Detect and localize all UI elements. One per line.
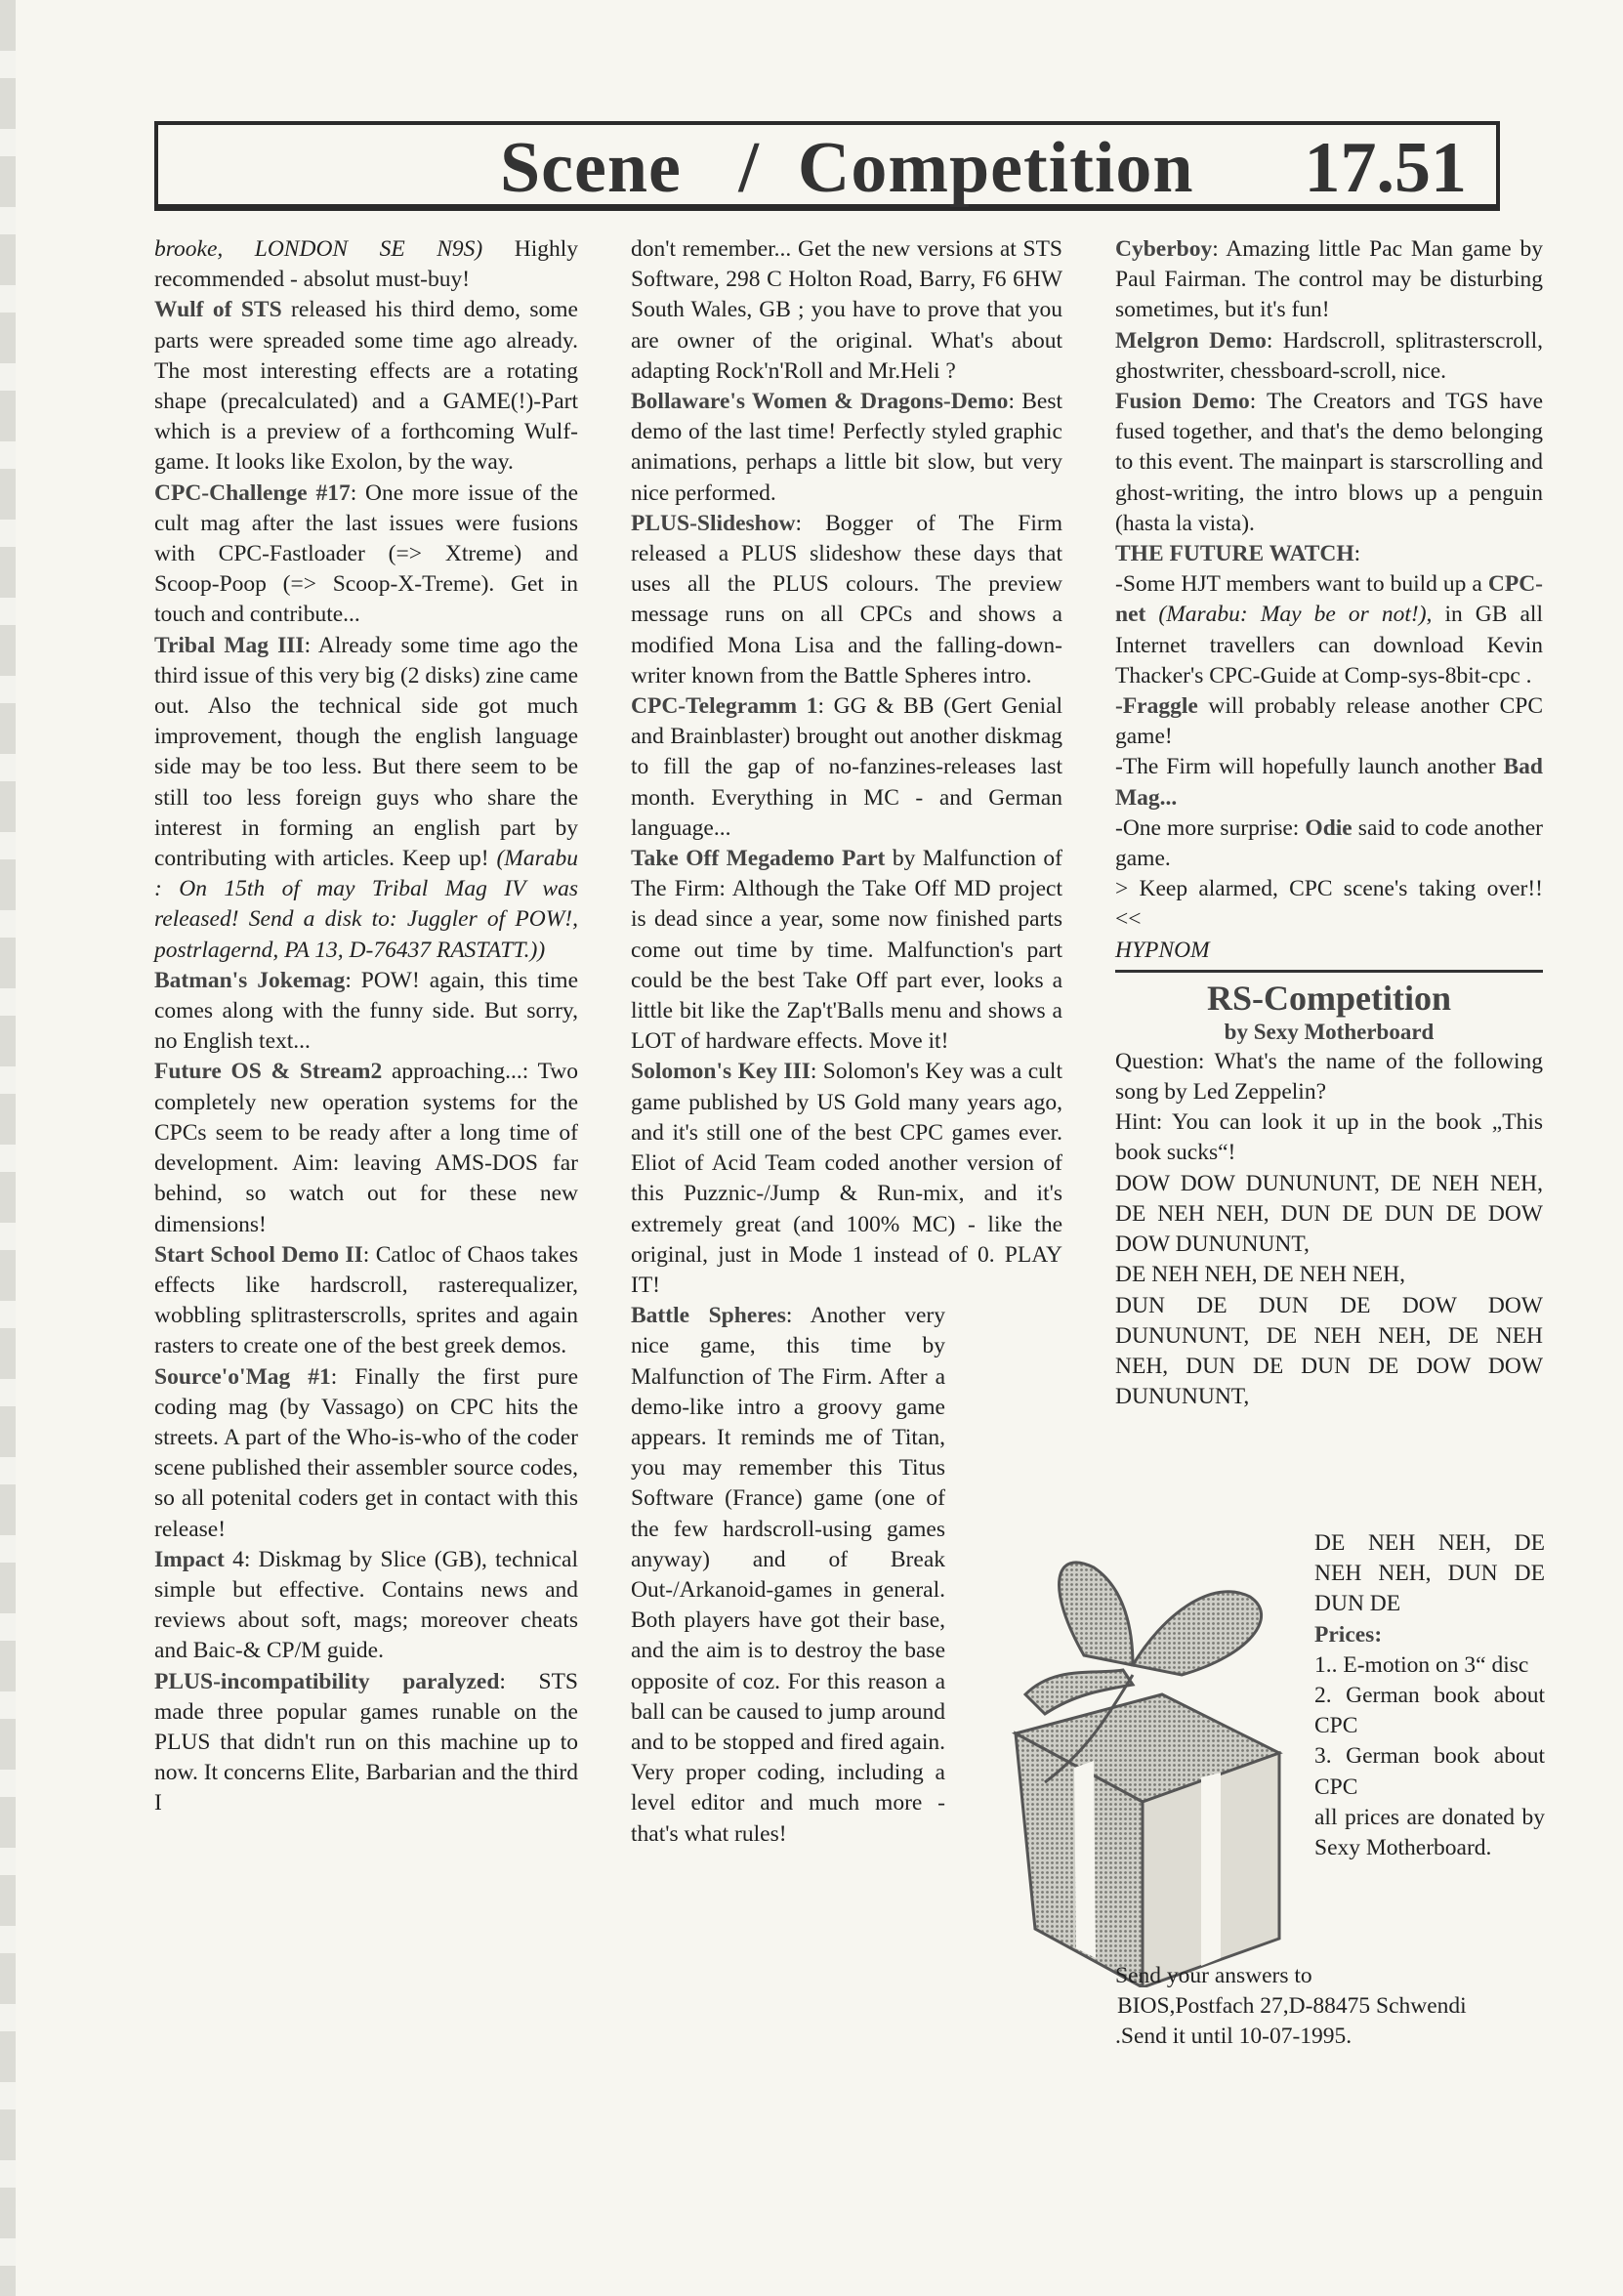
paragraph: Source'o'Mag #1: Finally the first pure coding mag (by Vassago) on CPC hits the streets. A part of the Who-is-who of the coder scene published their assembler source codes, so all potenital coders get in contact with this release! (154, 1363, 579, 1542)
competition-question: Question: What's the name of the following song by Led Zeppelin? (1115, 1048, 1543, 1106)
paragraph: Melgron Demo: Hardscroll, splitrasterscroll, ghostwriter, chessboard-scroll, nice. (1115, 327, 1543, 384)
page-number: 17.51 (1304, 128, 1467, 208)
paragraph: Cyberboy: Amazing little Pac Man game by Paul Fairman. The control may be disturbing sometimes, but it's fun! (1115, 236, 1543, 323)
paragraph: Tribal Mag III: Already some time ago the third issue of this very big (2 disks) zine came out. Also the technical side got much improvement, though the english language side may be too less. But there seem to be still too less foreign guys who share the interest in forming an english part by contributing with articles. Keep up! (Marabu : On 15th of may Tribal Mag IV was released! Send a disk to: Juggler of POW!, postrlagernd, PA 13, D-76437 RASTATT.)) (154, 632, 579, 963)
author-signature: HYPNOM (1115, 937, 1210, 963)
paragraph: don't remember... Get the new versions at STS Software, 298 C Holton Road, Barry, F6 6HW South Wales, GB ; you have to prove that you are owner of the original. What's about adapting Rock'n'Roll and Mr.Heli ? (631, 236, 1062, 384)
paragraph: CPC-Challenge #17: One more issue of the cult mag after the last issues were fusions with CPC-Fastloader (=> Xtreme) and Scoop-Poop (=> Scoop-X-Treme). Get in touch and contribute... (154, 480, 578, 628)
paragraph: Bollaware's Women & Dragons-Demo: Best demo of the last time! Perfectly styled graphic animations, perhaps a little bit slow, but very nice performed. (631, 389, 1062, 506)
paragraph: CPC-Telegramm 1: GG & BB (Gert Genial and Brainblaster) brought out another diskmag to fill the gap of no-fanzines-releases last month. Everything in MC - and German language... (631, 693, 1062, 841)
paragraph: Fusion Demo: The Creators and TGS have fused together, and that's the demo belonging to this event. The mainpart is starscrolling and ghost-writing, the intro blows up a penguin (hasta la vista). (1115, 389, 1543, 536)
song-lyrics: DE NEH NEH, DE NEH NEH, DUN DE DUN DE (1314, 1530, 1545, 1617)
paragraph: Wulf of STS released his third demo, some parts were spreaded some time ago already. The most interesting effects are a rotating shape (precalculated) and a GAME(!)-Part which is a preview of a forthcoming Wulf-game. It looks like Exolon, by the way. (154, 297, 578, 476)
paragraph: Future OS & Stream2 approaching...: Two completely new operation systems for the CPCs seem to be ready after a long time of development. Aim: leaving AMS-DOS far behind, so watch out for these new dimensions! (154, 1059, 578, 1237)
song-lyrics: DUN DE DUN DE DOW DOW DUNUNUNT, DE NEH NEH, DE NEH NEH, DUN DE DUN DE DOW DOW DUNUNUNT, (1115, 1292, 1543, 1410)
film-edge (0, 0, 16, 2296)
song-lyrics: DE NEH NEH, DE NEH NEH, (1115, 1262, 1405, 1288)
send-instruction: Send your answers to (1115, 1963, 1312, 1988)
page-title: Scene / Competition (500, 128, 1194, 208)
column-1 (154, 234, 578, 1819)
paragraph: > Keep alarmed, CPC scene's taking over!! << (1115, 876, 1543, 933)
column-3 (1115, 234, 1543, 1412)
paragraph: brooke, LONDON SE N9S) Highly recommended - absolut must-buy! (154, 236, 579, 293)
paragraph: -The Firm will hopefully launch another Bad Mag... (1115, 754, 1543, 811)
section-heading: THE FUTURE WATCH: (1115, 541, 1361, 567)
paragraph: PLUS-incompatibility paralyzed: STS made three popular games runable on the PLUS that didn't run on this machine up to now. It concerns Elite, Barbarian and the third I (154, 1668, 578, 1816)
paragraph: -One more surprise: Odie said to code another game. (1115, 814, 1543, 872)
competition-byline: by Sexy Motherboard (1224, 1019, 1435, 1044)
paragraph: PLUS-Slideshow: Bogger of The Firm released a PLUS slideshow these days that uses all the PLUS colours. The preview message runs on all CPCs and shows a modified Mona Lisa and the falling-down-writer known from the Battle Spheres intro. (631, 510, 1062, 689)
postal-address: BIOS,Postfach 27,D-88475 Schwendi (1117, 1993, 1467, 2020)
send-answers-block (1115, 1961, 1545, 2053)
paragraph: -Fraggle will probably release another CPC game! (1115, 693, 1543, 750)
paragraph: Battle Spheres: Another very nice game, this time by Malfunction of The Firm. After a demo-like intro a groovy game appears. It reminds me of Titan, you may remember this Titus Software (France) game (one of the few hardscroll-using games anyway) and of Break Out-/Arkanoid-games in general. Both players have got their base, and the aim is to destroy the base opposite of coz. For this reason a ball can be caused to jump around and to be stopped and fired again. Very proper coding, including a level editor and much more - that's what rules! (631, 1303, 945, 1847)
gift-box-illustration (986, 1528, 1299, 1987)
paragraph: -Some HJT members want to build up a CPC-net (Marabu: May be or not!), in GB all Internet travellers can download Kevin Thacker's CPC-Guide at Comp-sys-8bit-cpc . (1115, 571, 1543, 689)
paragraph: Solomon's Key III: Solomon's Key was a cult game published by US Gold many years ago, and it's still one of the best CPC games ever. Eliot of Acid Team coded another version of this Puzznic-/Jump & Run-mix, and it's extremely great (and 100% MC) - like the original, just in Mode 1 instead of 0. PLAY IT! (631, 1059, 1062, 1298)
prize-item: 2. German book about CPC (1314, 1683, 1545, 1739)
donation-note: all prices are donated by Sexy Motherboard. (1314, 1804, 1545, 1861)
divider (1115, 970, 1543, 973)
deadline: .Send it until 10-07-1995. (1115, 2024, 1352, 2050)
prize-item: 1.. E-motion on 3“ disc (1314, 1651, 1529, 1678)
paragraph: Start School Demo II: Catloc of Chaos takes effects like hardscroll, rasterequalizer, wobbling splitrasterscrolls, sprites and again rasters to create one of the best greek demos. (154, 1241, 578, 1359)
prize-item: 3. German book about CPC (1314, 1743, 1545, 1800)
song-lyrics: DOW DOW DUNUNUNT, DE NEH NEH, DE NEH NEH, DUN DE DUN DE DOW DOW DUNUNUNT, (1115, 1170, 1543, 1258)
prices-block (1314, 1528, 1545, 1863)
competition-title: RS-Competition (1207, 978, 1451, 1018)
prices-label: Prices: (1314, 1621, 1383, 1648)
paragraph: Take Off Megademo Part by Malfunction of The Firm: Although the Take Off MD project is dead since a year, some now finished parts come out time by time. Malfunction's part could be the best Take Off part ever, looks a little bit like the Zap't'Balls menu and shows a LOT of hardware effects. Move it! (631, 846, 1062, 1055)
page-header (154, 121, 1500, 211)
paragraph: Batman's Jokemag: POW! again, this time comes along with the funny side. But sorry, no English text... (154, 967, 578, 1055)
competition-hint: Hint: You can look it up in the book „This book sucks“! (1115, 1109, 1543, 1166)
paragraph: Impact 4: Diskmag by Slice (GB), technical simple but effective. Contains news and reviews about soft, mags; moreover cheats and Baic-& CP/M guide. (154, 1546, 578, 1664)
